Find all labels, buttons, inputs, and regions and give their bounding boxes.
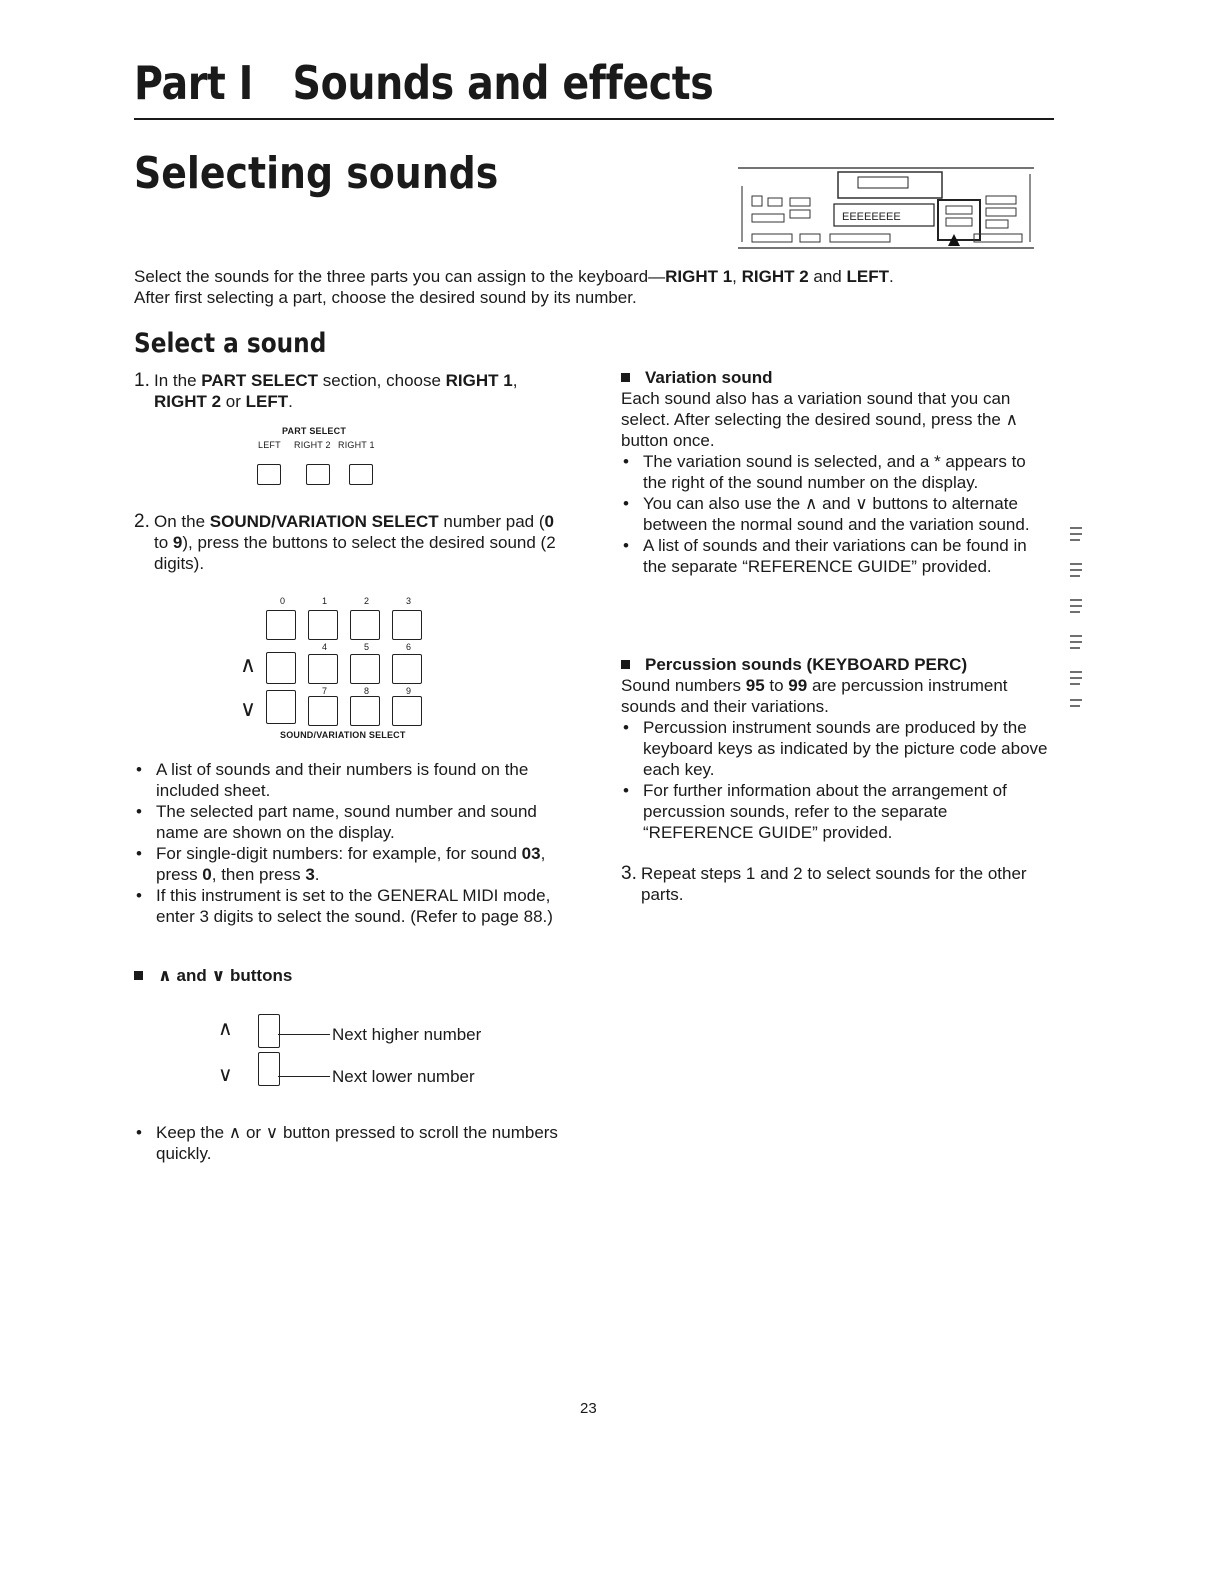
step-1: 1. In the PART SELECT section, choose RIGHT 1, RIGHT 2 or LEFT.: [134, 370, 518, 411]
digit-label-6: 6: [406, 642, 412, 652]
digit-label-3: 3: [406, 596, 412, 606]
svg-text:EEEEEEEE: EEEEEEEE: [842, 211, 901, 223]
bullet-single-digit: • For single-digit numbers: for example, for sound 03, press 0, then press 3.: [134, 843, 564, 885]
digit-label-4: 4: [322, 642, 328, 652]
bullet-sound-list: • A list of sounds and their numbers is found on the included sheet.: [134, 759, 564, 801]
digit-label-2: 2: [364, 596, 370, 606]
variation-text: Each sound also has a variation sound that you can select. After selecting the desired sound, press the ∧ button once.: [621, 389, 1019, 450]
numpad-button-3[interactable]: [392, 610, 422, 640]
digit-label-1: 1: [322, 596, 328, 606]
index-tab-icon: [1068, 524, 1084, 714]
title-rule: [134, 118, 1054, 120]
intro-line-2: After first selecting a part, choose the desired sound by its number.: [134, 288, 637, 307]
numpad-diagram: [240, 594, 440, 744]
display-illustration: [738, 160, 1034, 252]
higher-leader-line: [278, 1034, 330, 1035]
digit-label-5: 5: [364, 642, 370, 652]
bullet-display: • The selected part name, sound number and sound name are shown on the display.: [134, 801, 564, 843]
page-number: 23: [580, 1400, 597, 1417]
sound-bullets: [134, 759, 564, 927]
up-diagram-button[interactable]: [258, 1014, 280, 1048]
up-symbol-icon: ∧: [218, 1018, 233, 1040]
section-title: Selecting sounds: [134, 148, 499, 199]
updown-heading: ∧ and ∨ buttons: [134, 965, 588, 986]
numpad-button-0[interactable]: [266, 610, 296, 640]
part-title: Part I Sounds and effects: [134, 56, 714, 110]
bullet-general-midi: • If this instrument is set to the GENERAL MIDI mode, enter 3 digits to select the sound. (Refer to page 88.): [134, 885, 564, 927]
lower-label: Next lower number: [332, 1067, 475, 1086]
up-arrow-icon: ∧: [240, 652, 257, 677]
down-arrow-icon: ∨: [240, 696, 257, 721]
down-diagram-button[interactable]: [258, 1052, 280, 1086]
lcd-display-icon: [738, 160, 1034, 252]
percussion-heading: Percussion sounds (KEYBOARD PERC): [621, 654, 1051, 675]
lower-leader-line: [278, 1076, 330, 1077]
variation-section: [621, 367, 1051, 577]
variation-bullet-1: • The variation sound is selected, and a * appears to the right of the sound number on the display.: [621, 451, 1051, 493]
part-right1-button[interactable]: [349, 464, 373, 485]
intro-line-1: Select the sounds for the three parts you can assign to the keyboard—RIGHT 1, RIGHT 2 and LEFT.: [134, 267, 894, 286]
part-left-button[interactable]: [257, 464, 281, 485]
part-label-right1: RIGHT 1: [338, 440, 375, 450]
down-symbol-icon: ∨: [218, 1064, 233, 1086]
numpad-title: SOUND/VARIATION SELECT: [280, 730, 406, 740]
numpad-button-1[interactable]: [308, 610, 338, 640]
bullet-keep-pressed: • Keep the ∧ or ∨ button pressed to scroll the numbers quickly.: [134, 1122, 564, 1164]
part-select-title: PART SELECT: [282, 426, 347, 436]
numpad-button-5[interactable]: [350, 654, 380, 684]
numpad-button-7[interactable]: [308, 696, 338, 726]
percussion-section: [621, 654, 1051, 843]
numpad-button-2[interactable]: [350, 610, 380, 640]
thumb-index-marks: [1068, 524, 1084, 714]
percussion-bullet-1: • Percussion instrument sounds are produced by the keyboard keys as indicated by the picture code above each key.: [621, 717, 1051, 780]
numpad-button-9[interactable]: [392, 696, 422, 726]
part-label-right2: RIGHT 2: [294, 440, 331, 450]
percussion-text: Sound numbers 95 to 99 are percussion instrument sounds and their variations.: [621, 676, 1008, 716]
numpad-button-8[interactable]: [350, 696, 380, 726]
percussion-bullet-2: • For further information about the arrangement of percussion sounds, refer to the separate “REFERENCE GUIDE” provided.: [621, 780, 1051, 843]
higher-label: Next higher number: [332, 1025, 482, 1044]
numpad-button-4[interactable]: [308, 654, 338, 684]
variation-heading: Variation sound: [621, 367, 1051, 388]
up-button[interactable]: [266, 652, 296, 684]
updown-diagram: [218, 1008, 538, 1098]
digit-label-8: 8: [364, 686, 370, 696]
part-right2-button[interactable]: [306, 464, 330, 485]
down-button[interactable]: [266, 690, 296, 724]
digit-label-7: 7: [322, 686, 328, 696]
numpad-button-6[interactable]: [392, 654, 422, 684]
digit-label-0: 0: [280, 596, 286, 606]
part-select-diagram: [250, 424, 420, 494]
digit-label-9: 9: [406, 686, 412, 696]
select-sound-heading: Select a sound: [134, 328, 327, 359]
step-3: 3. Repeat steps 1 and 2 to select sounds for the other parts.: [621, 863, 1027, 904]
step-2: 2. On the SOUND/VARIATION SELECT number pad (0 to 9), press the buttons to select the desired sound (2 digits).: [134, 511, 556, 573]
variation-bullet-3: • A list of sounds and their variations can be found in the separate “REFERENCE GUIDE” provided.: [621, 535, 1051, 577]
keep-pressed-note: [134, 1122, 564, 1164]
part-label-left: LEFT: [258, 440, 281, 450]
variation-bullet-2: • You can also use the ∧ and ∨ buttons to alternate between the normal sound and the variation sound.: [621, 493, 1051, 535]
intro-paragraph: [134, 266, 1054, 308]
